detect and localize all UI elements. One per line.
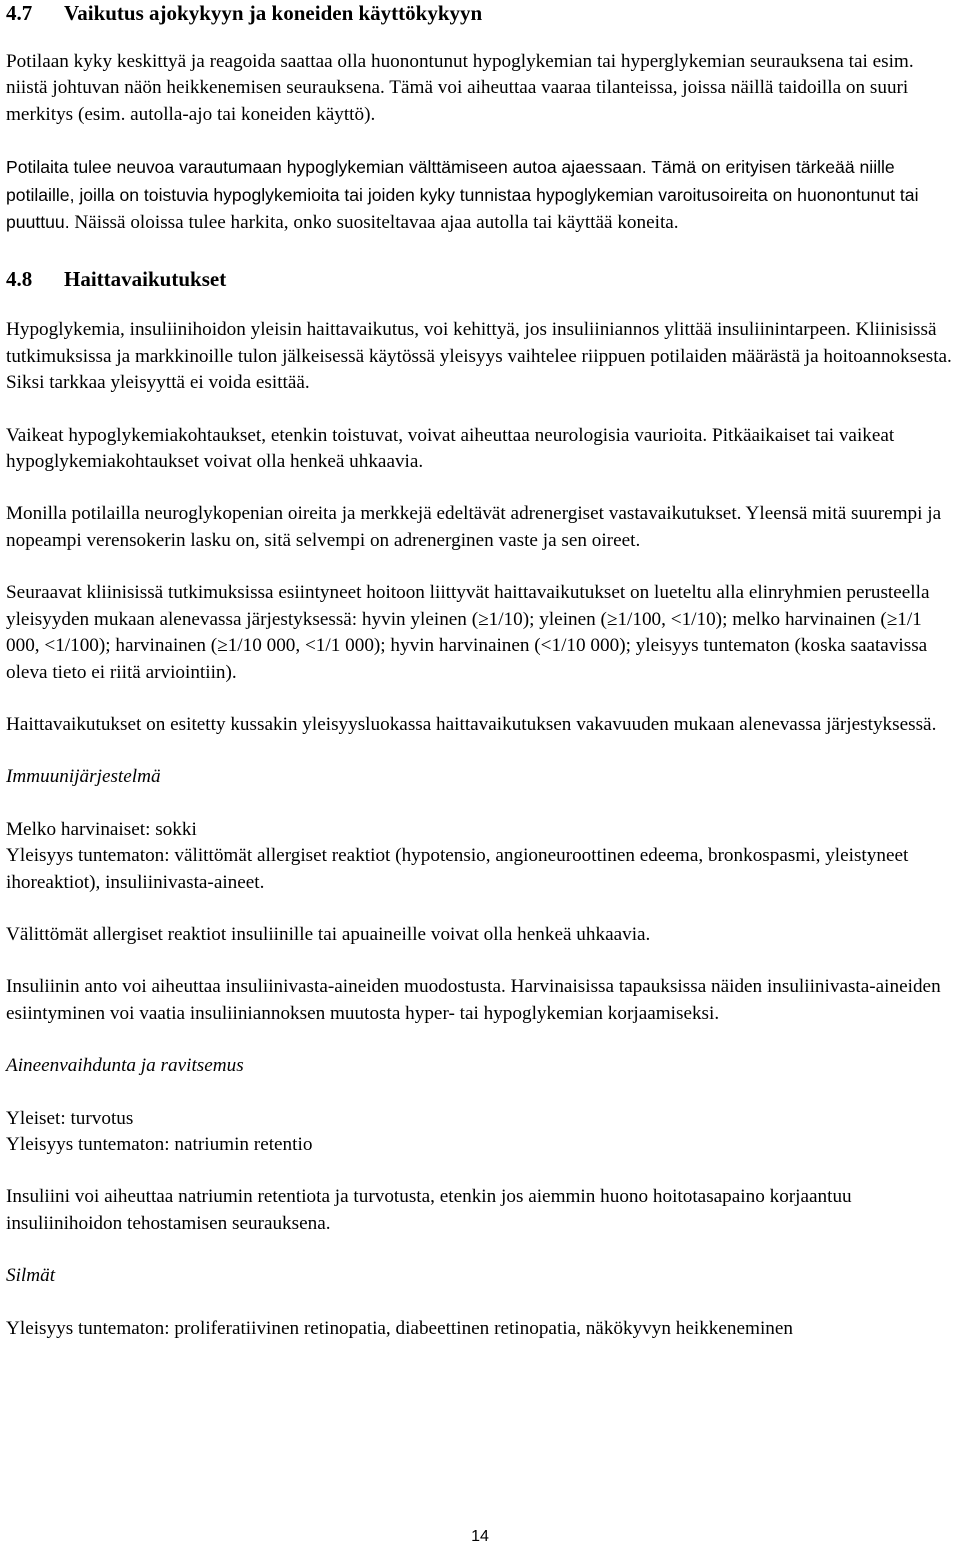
paragraph-text: Tämä on erityisen tärkeää niille potilaille, joilla on toistuvia hypoglykemioita tai joiden kyky tunnistaa hypoglykemian varoitusoireita on huonontunut tai puuttuu.	[6, 157, 919, 233]
paragraph-text-end: Näissä oloissa tulee harkita, onko suositeltavaa ajaa autolla tai käyttää koneita.	[69, 212, 679, 234]
paragraph-lead: Potilaita tulee neuvoa varautumaan hypoglykemian välttämiseen autoa ajaessaan.	[6, 157, 647, 178]
document-page	[6, 0, 956, 1342]
paragraph: Vaikeat hypoglykemiakohtaukset, etenkin toistuvat, voivat aiheuttaa neurologisia vaurioita. Pitkäaikaiset tai vaikeat hypoglykemiakohtaukset voivat olla henkeä uhkaavia.	[6, 424, 895, 473]
frequency-line: Yleiset: turvotus	[6, 1107, 134, 1129]
frequency-line: Yleisyys tuntematon: välittömät allergiset reaktiot (hypotensio, angioneuroottinen edeema, bronkospasmi, yleistyneet ihoreaktiot), insuliinivasta-aineet.	[6, 845, 909, 893]
frequency-line: Yleisyys tuntematon: proliferatiivinen retinopatia, diabeettinen retinopatia, näkökyvyn heikkeneminen	[6, 1317, 793, 1339]
section-title: Haittavaikutukset	[64, 267, 227, 292]
frequency-line: Yleisyys tuntematon: natriumin retentio	[6, 1133, 313, 1155]
paragraph	[6, 49, 956, 128]
section-heading-4-8	[6, 266, 956, 292]
paragraph	[6, 154, 956, 236]
paragraph: Hypoglykemia, insuliinihoidon yleisin haittavaikutus, voi kehittyä, jos insuliiniannos ylittää insuliinintarpeen. Kliinisissä tutkimuksissa ja markkinoille tulon jälkeisessä käytössä yleisyys vaihtelee riippuen potilaiden määrästä ja hoitoannoksesta. Siksi tarkkaa yleisyyttä ei voida esittää.	[6, 319, 952, 394]
page-number: 14	[471, 1528, 489, 1545]
section-number: 4.7	[6, 1, 33, 25]
paragraph: Haittavaikutukset on esitetty kussakin yleisyysluokassa haittavaikutuksen vakavuuden mukaan alenevassa järjestyksessä.	[6, 713, 937, 735]
paragraph: Insuliinin anto voi aiheuttaa insuliinivasta-aineiden muodostusta. Harvinaisissa tapauksissa näiden insuliinivasta-aineiden esiintyminen voi vaatia insuliiniannoksen muutosta hyper- tai hypoglykemian korjaamiseksi.	[6, 976, 941, 1024]
paragraph: Seuraavat kliinisissä tutkimuksissa esiintyneet hoitoon liittyvät haittavaikutukset on lueteltu alla elinryhmien perusteella yleisyyden mukaan alenevassa järjestyksessä: hyvin yleinen (≥1/10); yleinen (≥1/100, <1/10); melko harvinainen (≥1/1 000, <1/100); harvinainen (≥1/10 000, <1/1 000); hyvin harvinainen (<1/10 000); yleisyys tuntematon (koska saatavissa oleva tieto ei riitä arviointiin).	[6, 582, 930, 683]
section-heading-4-7	[6, 0, 956, 26]
subsection-heading-immune: Immuunijärjestelmä	[6, 766, 161, 788]
paragraph: Monilla potilailla neuroglykopenian oireita ja merkkejä edeltävät adrenergiset vastavaikutukset. Yleensä mitä suurempi ja nopeampi verensokerin lasku on, sitä selvempi on adrenerginen vaste ja sen oireet.	[6, 503, 942, 551]
paragraph: Insuliini voi aiheuttaa natriumin retentiota ja turvotusta, etenkin jos aiemmin huono hoitotasapaino korjaantuu insuliinihoidon tehostamisen seurauksena.	[6, 1186, 852, 1234]
subsection-heading-eyes: Silmät	[6, 1265, 56, 1287]
frequency-line: Melko harvinaiset: sokki	[6, 818, 197, 840]
section-title: Vaikutus ajokykyyn ja koneiden käyttökykyyn	[64, 1, 483, 25]
subsection-heading-metabolism: Aineenvaihdunta ja ravitsemus	[6, 1055, 244, 1077]
paragraph-text: Potilaan kyky keskittyä ja reagoida saattaa olla huonontunut hypoglykemian tai hyperglykemian seurauksena tai esim. niistä johtuvan näön heikkenemisen seurauksena. Tämä voi aiheuttaa vaaraa tilanteissa, joissa näillä taidoilla on suuri merkitys (esim. autolla-ajo tai koneiden käyttö).	[6, 51, 914, 125]
section-number: 4.8	[6, 267, 33, 292]
paragraph: Välittömät allergiset reaktiot insuliinille tai apuaineille voivat olla henkeä uhkaavia.	[6, 923, 651, 945]
